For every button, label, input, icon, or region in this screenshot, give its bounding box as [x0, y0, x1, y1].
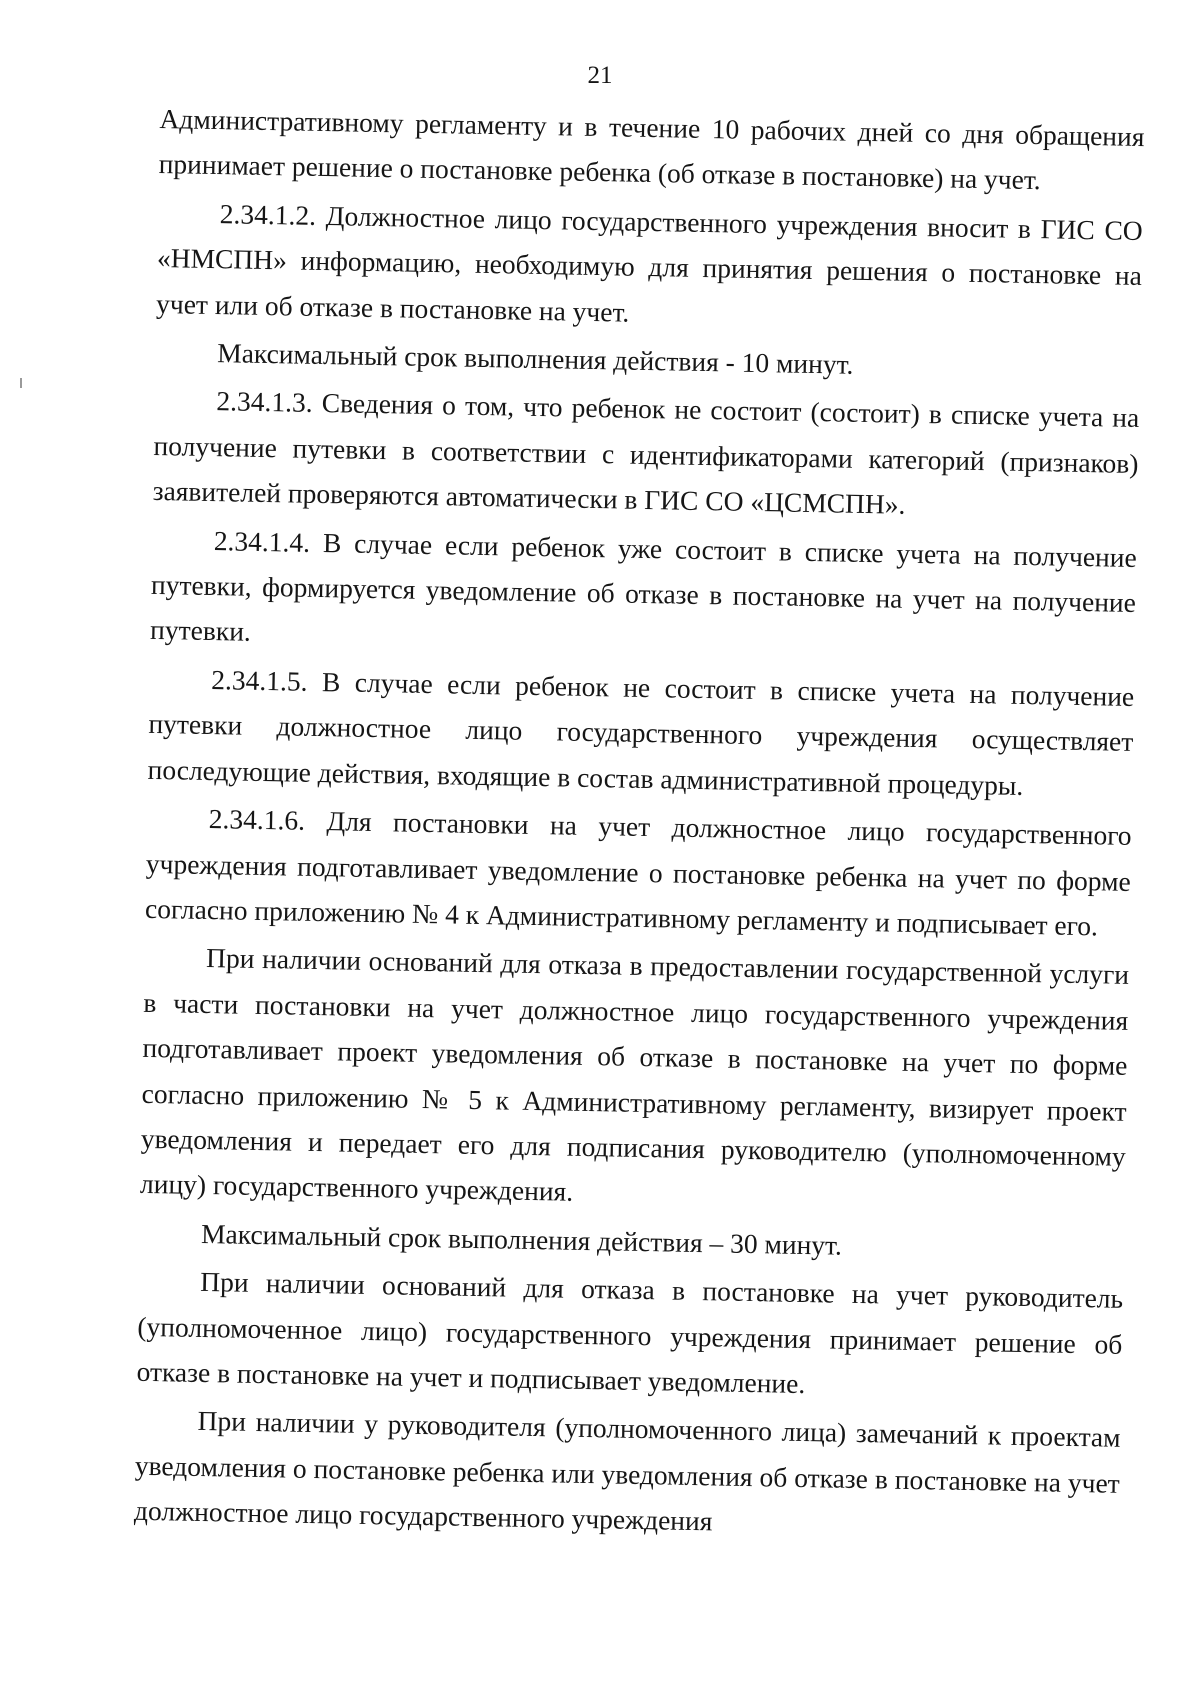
document-body [134, 96, 1145, 1554]
paragraph-2-34-1-6: 2.34.1.6. Для постановки на учет должностное лицо государственного учреждения подготавливает уведомление о постановке ребенка на учет по форме согласно приложению № 4 к Административному регламенту и подписывает его. [144, 803, 1132, 942]
paragraph-remarks: При наличии у руководителя (уполномоченного лица) замечаний к проектам уведомления о постановке ребенка или уведомления об отказе в постановке на учет должностное лицо государственного учреждения [133, 1405, 1121, 1537]
paragraph-refusal-decision: При наличии оснований для отказа в постановке на учет руководитель (уполномоченное лицо) государственного учреждения принимает решение об отказе в постановке на учет и подписывает уведомление. [136, 1266, 1124, 1400]
paragraph-2-34-1-2: 2.34.1.2. Должностное лицо государственного учреждения вносит в ГИС СО «НМСПН» информацию, необходимую для принятия решения о постановке на учет или об отказе в постановке на учет. [155, 197, 1143, 328]
paragraph-2-34-1-4: 2.34.1.4. В случае если ребенок уже состоит в списке учета на получение путевки, формируется уведомление об отказе в постановке на учет на получение путевки. [149, 524, 1137, 648]
paragraph-continuation: Административному регламенту и в течение 10 рабочих дней со дня обращения принимает решение о постановке ребенка (об отказе в постановке) на учет. [158, 102, 1145, 196]
paragraph-2-34-1-3: 2.34.1.3. Сведения о том, что ребенок не состоит (состоит) в списке учета на получение путевки в соответствии с идентификаторами категорий (признаков) заявителей проверяются автоматически в ГИС СО «ЦСМСПН». [152, 385, 1140, 520]
paragraph-refusal-grounds: При наличии оснований для отказа в предоставлении государственной услуги в части постановки на учет должностное лицо государственного учреждения подготавливает проект уведомления об отказе в постановке на учет по форме согласно приложению № 5 к Административному регламенту, визирует проект уведомления и передает его для подписания руководителю (уполномоченному лицу) государственного учреждения. [139, 942, 1130, 1208]
scan-artifact [20, 378, 22, 388]
page-number: 21 [587, 62, 613, 89]
paragraph-time-limit-30: Максимальный срок выполнения действия – 30 минут. [200, 1217, 843, 1261]
paragraph-time-limit-10: Максимальный срок выполнения действия - 10 минут. [217, 337, 854, 380]
paragraph-2-34-1-5: 2.34.1.5. В случае если ребенок не состоит в списке учета на получение путевки должностное лицо государственного учреждения осуществляет последующие действия, входящие в состав административной процедуры. [147, 663, 1135, 801]
